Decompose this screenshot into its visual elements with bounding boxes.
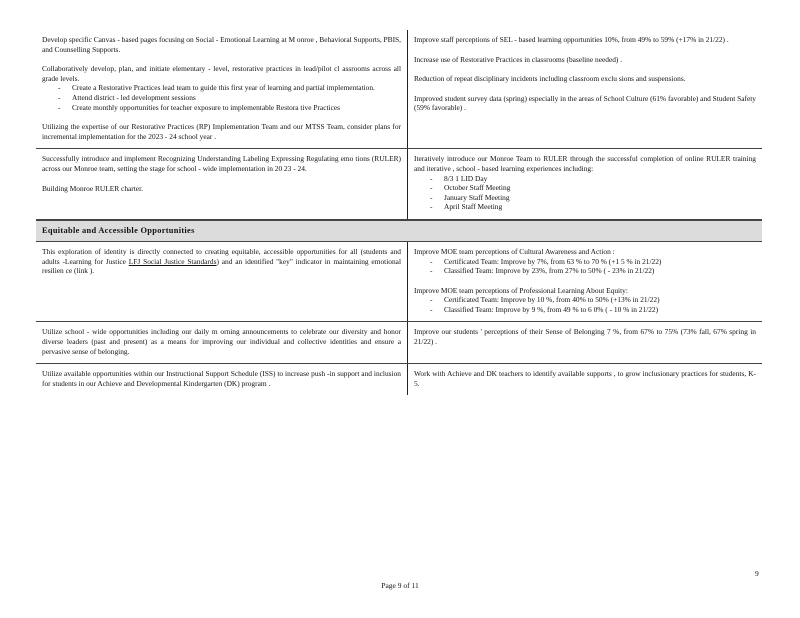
- outcome-text: Increase use of Restorative Practices in classrooms (baseline needed) .: [414, 54, 623, 64]
- strategy-text: Utilize school - wide opportunities including our daily m orning announcements to celebrate our diversity and honor diverse leaders (past and present) as a means for improving our individual and collective identities and ensure a pervasive sense of belonging.: [42, 327, 401, 356]
- outcome-text: Improve MOE team perceptions of Cultural Awareness and Action :: [414, 246, 615, 256]
- outcome-text: Reduction of repeat disciplinary incidents including classroom exclu sions and suspensions.: [414, 74, 686, 84]
- outcome-cell: [408, 364, 762, 395]
- strategy-block: [42, 64, 401, 112]
- outcome-block: [414, 247, 756, 276]
- list-item: - Create a Restorative Practices lead team to guide this first year of learning and partial implementation.: [54, 83, 401, 93]
- page-footer: Page 9 of 11: [381, 581, 419, 590]
- section-header: Equitable and Accessible Opportunities: [36, 220, 762, 242]
- outcome-cell: [408, 242, 762, 322]
- bullet-list: [426, 257, 756, 276]
- bullet-list: [426, 295, 756, 314]
- list-item: - January Staff Meeting: [426, 193, 756, 203]
- outcome-text: Work with Achieve and DK teachers to identify available supports , to grow inclusionary practices for students, K- 5.: [414, 369, 756, 388]
- bullet-list: [426, 174, 756, 212]
- strategy-cell: [36, 322, 408, 363]
- page-number: 9: [755, 569, 759, 578]
- outcome-block: [414, 286, 756, 315]
- plan-table: [36, 30, 762, 395]
- outcome-text: Improve staff perceptions of SEL - based learning opportunities 10%, from 49% to 59% (+17% in 21/22) .: [414, 35, 729, 44]
- table-row: [36, 149, 762, 220]
- strategy-text-pre: This exploration of identity is directly connected to creating equitable, accessible opportunities for all (students and adults -Learning for Justice: [42, 246, 401, 266]
- lfj-standards-link[interactable]: LFJ Social Justice Standards: [128, 256, 217, 266]
- bullet-list: [54, 83, 401, 112]
- list-item: - Certificated Team: Improve by 10 %, from 40% to 50% (+13% in 21/22): [426, 295, 756, 305]
- strategy-text-post: ) and an identified "key" indicator in maintaining emotional resilien ce (link ).: [42, 256, 401, 276]
- table-row: [36, 242, 762, 323]
- list-item: - Create monthly opportunities for teacher exposure to implementable Restora tive Practices: [54, 103, 401, 113]
- strategy-text: Building Monroe RULER charter.: [42, 183, 143, 193]
- outcome-text: Improved student survey data (spring) especially in the areas of School Culture (61% favorable) and Student Safety (59% favorable) .: [414, 93, 756, 113]
- list-item: - Classified Team: Improve by 9 %, from 49 % to 6 0% ( - 10 % in 21/22): [426, 305, 756, 315]
- list-item: - April Staff Meeting: [426, 202, 756, 212]
- strategy-cell: [36, 364, 408, 395]
- outcome-text: Improve MOE team perceptions of Professional Learning About Equity:: [414, 285, 628, 295]
- list-item: - Certificated Team: Improve by 7%, from 63 % to 70 % (+1 5 % in 21/22): [426, 257, 756, 267]
- list-item: - October Staff Meeting: [426, 183, 756, 193]
- strategy-cell: [36, 30, 408, 148]
- outcome-text: Iteratively introduce our Monroe Team to RULER through the successful completion of online RULER training and iterative , school - based learning experiences including:: [414, 154, 756, 173]
- table-row: [36, 30, 762, 149]
- strategy-text: [42, 247, 401, 276]
- table-row: [36, 322, 762, 364]
- strategy-text: Develop specific Canvas - based pages focusing on Social - Emotional Learning at M onroe , Behavioral Supports, PBIS, and Counselling Supports.: [42, 35, 401, 54]
- outcome-cell: [408, 149, 762, 219]
- list-item: - 8/3 1 LID Day: [426, 174, 756, 184]
- outcome-cell: [408, 322, 762, 363]
- strategy-text: Collaboratively develop, plan, and initiate elementary - level, restorative practices in lead/pilot cl assrooms across all grade levels.: [42, 64, 401, 83]
- strategy-text: Utilize available opportunities within our Instructional Support Schedule (ISS) to increase push -in support and inclusion for students in our Achieve and Developmental Kindergarten (DK) program .: [42, 369, 401, 388]
- outcome-cell: [408, 30, 762, 148]
- strategy-text: Utilizing the expertise of our Restorative Practices (RP) Implementation Team and our MTSS Team, consider plans for incremental implementation for the 2023 - 24 school year .: [42, 122, 401, 141]
- strategy-cell: [36, 242, 408, 322]
- list-item: - Classified Team: Improve by 23%, from 27% to 50% ( - 23% in 21/22): [426, 266, 756, 276]
- strategy-cell: [36, 149, 408, 219]
- strategy-text: Successfully introduce and implement Recognizing Understanding Labeling Expressing Regulating emo tions (RULER) across our Monroe team, setting the stage for school - wide implementation in 20 23 - 24.: [42, 154, 401, 173]
- outcome-text: Improve our students ' perceptions of their Sense of Belonging 7 %, from 67% to 75% (73% fall, 67% spring in 21/22) .: [414, 327, 756, 347]
- table-row: [36, 364, 762, 395]
- list-item: - Attend district - led development sessions: [54, 93, 401, 103]
